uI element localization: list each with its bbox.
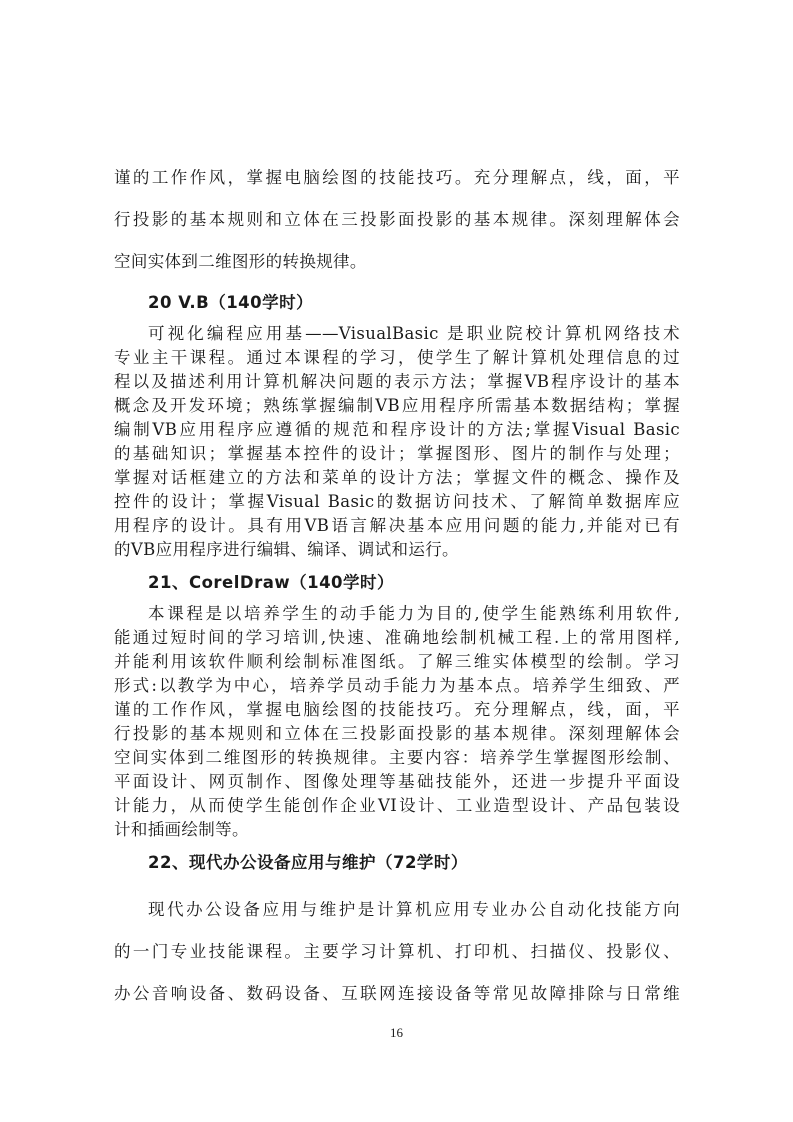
text-line: 谨的工作作风，掌握电脑绘图的技能技巧。充分理解点，线，面，平 xyxy=(114,168,680,187)
text-line: 可视化编程应用基——VisualBasic 是职业院校计算机网络技术 xyxy=(148,324,680,343)
text-line: 的VB应用程序进行编辑、编译、调试和运行。 xyxy=(114,540,459,559)
text-line: 计能力，从而使学生能创作企业VI设计、工业造型设计、产品包装设 xyxy=(114,796,680,815)
text-line: 专业主干课程。通过本课程的学习，使学生了解计算机处理信息的过 xyxy=(114,348,680,367)
text-line: 的一门专业技能课程。主要学习计算机、打印机、扫描仪、投影仪、 xyxy=(114,942,680,961)
text-line: 行投影的基本规则和立体在三投影面投影的基本规律。深刻理解体会 xyxy=(114,210,680,229)
text-line: 空间实体到二维图形的转换规律。 xyxy=(114,252,367,271)
text-line: 办公音响设备、数码设备、互联网连接设备等常见故障排除与日常维 xyxy=(114,984,680,1003)
text-line: 空间实体到二维图形的转换规律。主要内容：培养学生掌握图形绘制、 xyxy=(114,748,680,767)
text-line: 掌握对话框建立的方法和菜单的设计方法；掌握文件的概念、操作及 xyxy=(114,468,680,487)
text-line: 形式:以教学为中心，培养学员动手能力为基本点。培养学生细致、严 xyxy=(114,676,680,695)
text-line: 计和插画绘制等。 xyxy=(114,820,249,839)
text-line: 本课程是以培养学生的动手能力为目的,使学生能熟练利用软件, xyxy=(148,604,680,623)
text-line: 能通过短时间的学习培训,快速、准确地绘制机械工程.上的常用图样, xyxy=(114,628,680,647)
text-line: 编制VB应用程序应遵循的规范和程序设计的方法;掌握Visual Basic xyxy=(114,420,680,439)
section-heading-coreldraw: 21、CorelDraw（140学时） xyxy=(148,573,395,592)
text-line: 平面设计、网页制作、图像处理等基础技能外，还进一步提升平面设 xyxy=(114,772,680,791)
section-heading-vb: 20 V.B（140学时） xyxy=(148,293,314,312)
text-line: 现代办公设备应用与维护是计算机应用专业办公自动化技能方向 xyxy=(148,900,680,919)
section-heading-office-equipment: 22、现代办公设备应用与维护（72学时） xyxy=(148,853,468,872)
text-line: 程以及描述利用计算机解决问题的表示方法；掌握VB程序设计的基本 xyxy=(114,372,680,391)
page-number: 16 xyxy=(390,1025,403,1040)
text-line: 用程序的设计。具有用VB语言解决基本应用问题的能力,并能对已有 xyxy=(114,516,680,535)
text-line: 并能利用该软件顺利绘制标准图纸。了解三维实体模型的绘制。学习 xyxy=(114,652,680,671)
text-line: 概念及开发环境；熟练掌握编制VB应用程序所需基本数据结构；掌握 xyxy=(114,396,680,415)
text-line: 谨的工作作风，掌握电脑绘图的技能技巧。充分理解点，线，面，平 xyxy=(114,700,680,719)
text-line: 行投影的基本规则和立体在三投影面投影的基本规律。深刻理解体会 xyxy=(114,724,680,743)
text-line: 控件的设计；掌握Visual Basic的数据访问技术、了解简单数据库应 xyxy=(114,492,680,511)
text-line: 的基础知识；掌握基本控件的设计；掌握图形、图片的制作与处理； xyxy=(114,444,680,463)
